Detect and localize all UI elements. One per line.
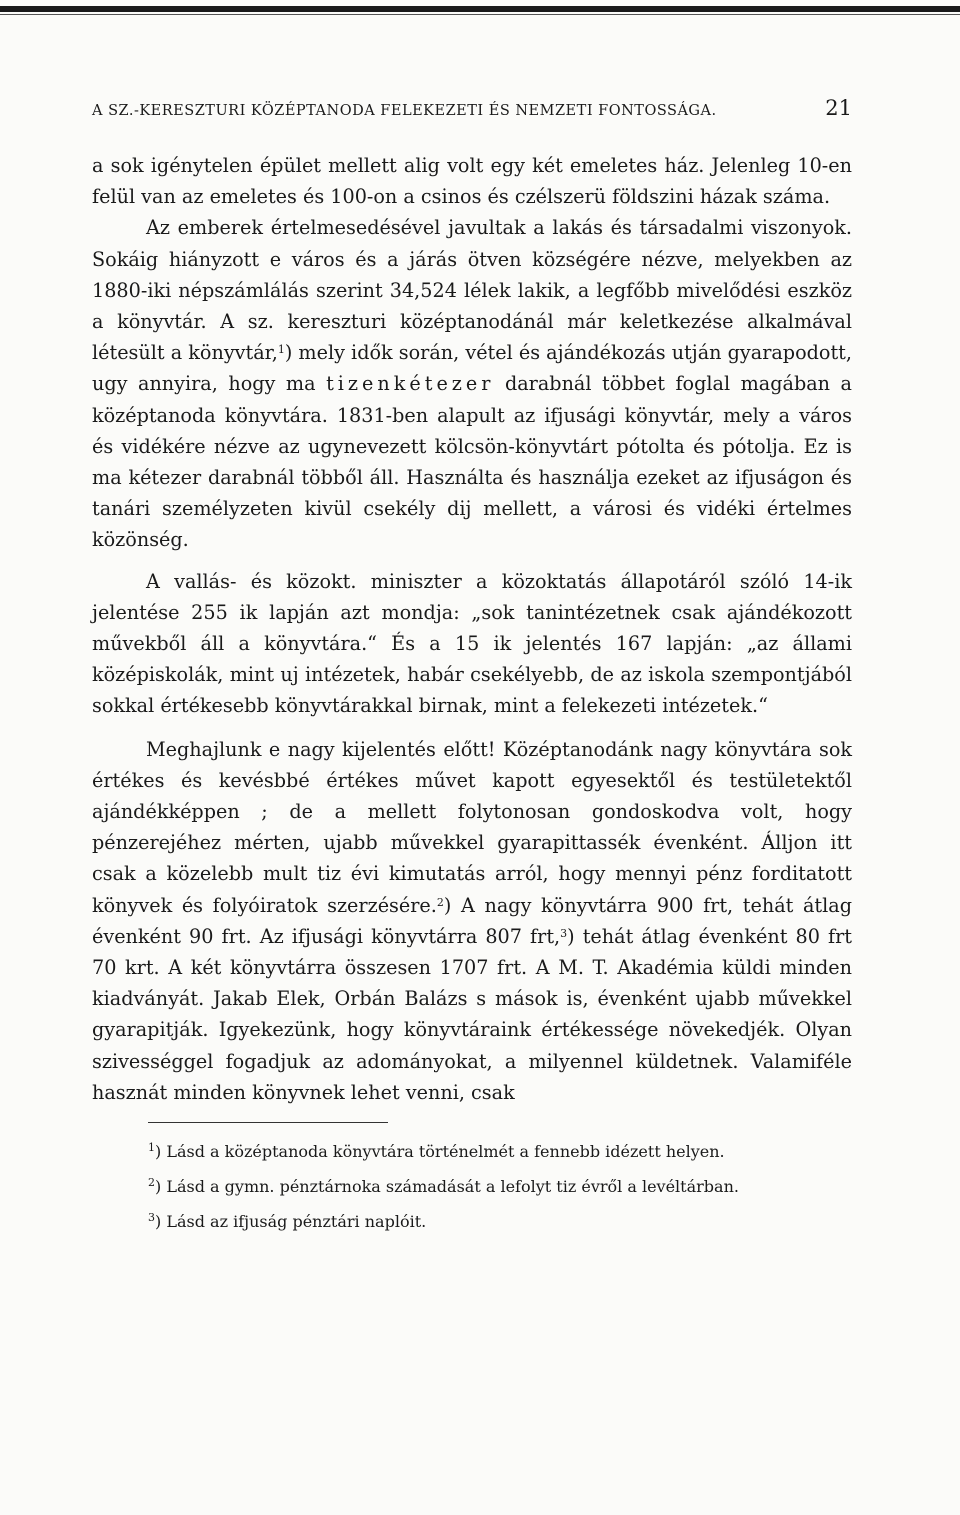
paragraph-1: a sok igénytelen épület mellett alig volt egy két emeletes ház. Jelenleg 10-en felül van az emeletes és 100-on a csinos és czélszerü földszini házak száma. bbox=[92, 154, 852, 209]
footnote-mark: 3 bbox=[148, 1211, 155, 1225]
paragraph-2 bbox=[92, 212, 852, 555]
footnote-mark: 2 bbox=[148, 1176, 155, 1190]
footnote-1 bbox=[92, 1139, 852, 1164]
paragraph-4-text-c: ) tehát átlag évenként 80 frt 70 krt. A két könyvtárra összesen 1707 frt. A M. T. Akadémia küldi minden kiadványát. Jakab Elek, Orbán Balázs s mások is, évenként ujabb művekkel gyarapitják. Igyekezünk, hogy könyvtáraink értékessége növekedjék. Olyan szivességgel fogadjuk az adományokat, a milyennel küldetnek. Valamiféle hasznát minden könyvnek lehet venni, csak bbox=[92, 924, 852, 1104]
book-page bbox=[92, 96, 852, 1234]
footnote-3 bbox=[92, 1209, 852, 1234]
footnote-text: ) Lásd az ifjuság pénztári naplóit. bbox=[155, 1212, 427, 1232]
footnote-ref-3: 3 bbox=[560, 926, 568, 940]
top-border-rule bbox=[0, 6, 960, 12]
spaced-emphasis: tizenkétezer bbox=[326, 372, 495, 396]
paragraph-2-text-a: Az emberek értelmesedésével javultak a lakás és társadalmi viszonyok. Sokáig hiányzott e város és a járás ötven községére nézve, melyekben az 1880-iki népszámlálás szerint 34,524 lélek lakik, a legfőbb mivelődési eszköz a könyvtár. A sz. kereszturi középtanodánál már keletkezése alkalmával létesült a könyvtár, bbox=[92, 216, 852, 365]
running-title: A SZ.-KERESZTURI KÖZÉPTANODA FELEKEZETI ÉS NEMZETI FONTOSSÁGA. bbox=[92, 103, 717, 119]
footnote-ref-2: 2 bbox=[436, 895, 444, 909]
footnote-mark: 1 bbox=[148, 1141, 155, 1155]
top-border-thin-rule bbox=[0, 14, 960, 15]
paragraph-4 bbox=[92, 734, 852, 1108]
footnote-separator bbox=[148, 1122, 388, 1123]
footnote-text: ) Lásd a középtanoda könyvtára történelmét a fennebb idézett helyen. bbox=[155, 1142, 725, 1162]
running-header bbox=[92, 96, 852, 120]
footnote-ref-1: 1 bbox=[277, 343, 285, 357]
footnote-2 bbox=[92, 1174, 852, 1199]
paragraph-2-text-d: darabnál többet foglal magában a középtanoda könyvtára. 1831-ben alapult az ifjusági könyvtár, mely a város és vidékére nézve az ugynevezett kölcsön-könyvtárt pótolta és pótolja. Ez is ma kétezer darabnál többől áll. Használta és használja ezeket az ifjuságon és tanári személyzeten kivül csekély dij mellett, a városi és vidéki értelmes közönség. bbox=[92, 372, 853, 552]
paragraph-4-text-b: ) A nagy könyvtárra 900 frt, tehát átlag évenként 90 frt. Az ifjusági könyvtárra 807 frt, bbox=[92, 893, 852, 948]
paragraph-4-text-a: Meghajlunk e nagy kijelentés előtt! Középtanodánk nagy könyvtára sok értékes és kevésbbé értékes művet kapott egyesektől és testületektől ajándékképpen ; de a mellett folytonosan gondoskodva volt, hogy pénzerejéhez mérten, ujabb művekkel gyarapittassék évenként. Álljon itt csak a közelebb mult tiz évi kimutatás arról, hogy mennyi pénz forditatott könyvek és folyóiratok szerzésére. bbox=[92, 737, 852, 917]
paragraph-3: A vallás- és közokt. miniszter a közoktatás állapotáról szóló 14-ik jelentése 255 ik lapján azt mondja: „sok tanintézetnek csak ajándékozott művekből áll a könyvtára.“ És a 15 ik jelentés 167 lapján: „az állami középiskolák, mint uj intézetek, habár csekélyebb, de az iskola szempontjából sokkal értékesebb könyvtárakkal birnak, mint a felekezeti intézetek.“ bbox=[92, 569, 852, 718]
footnote-text: ) Lásd a gymn. pénztárnoka számadását a lefolyt tiz évről a levéltárban. bbox=[155, 1177, 739, 1197]
page-number: 21 bbox=[825, 96, 852, 120]
paragraph-2-text-b: ) mely idők során, vétel és ajándékozás utján gyarapodott, ugy annyira, hogy ma bbox=[92, 341, 852, 396]
